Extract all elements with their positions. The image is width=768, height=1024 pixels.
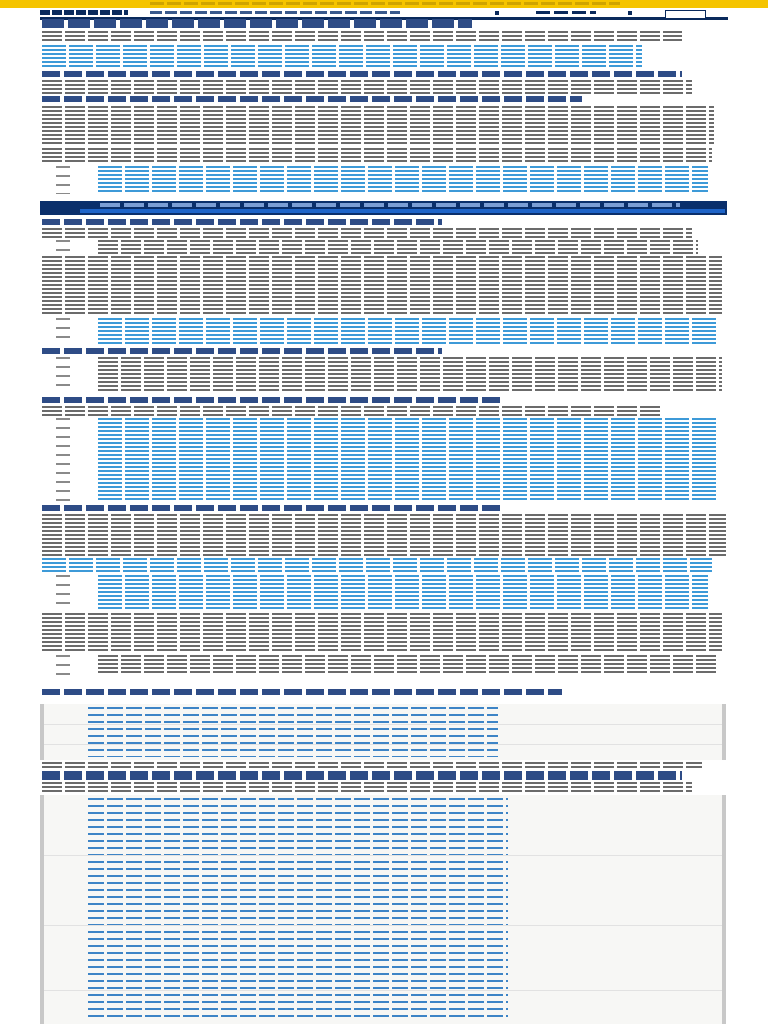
banner-text bbox=[150, 2, 620, 5]
page-title bbox=[42, 19, 472, 28]
section-heading-7 bbox=[42, 689, 562, 695]
inline-links-1[interactable] bbox=[42, 558, 712, 572]
top-banner[interactable] bbox=[0, 0, 768, 8]
section-heading-4 bbox=[42, 348, 442, 354]
code-block-1-divider bbox=[44, 724, 722, 725]
paragraph-7 bbox=[98, 357, 722, 393]
page-title-text bbox=[0, 0, 1, 1]
paragraph-11 bbox=[98, 655, 718, 675]
paragraph-2 bbox=[42, 106, 714, 146]
reference-links-1[interactable] bbox=[98, 166, 708, 194]
paragraph-6 bbox=[42, 256, 722, 316]
intro-paragraph bbox=[42, 31, 682, 43]
paragraph-9 bbox=[42, 514, 726, 558]
reference-markers-4 bbox=[56, 357, 70, 393]
section-heading-3 bbox=[42, 219, 442, 225]
section-header-subtitle-text bbox=[40, 201, 41, 202]
site-logo[interactable] bbox=[40, 10, 128, 15]
section-heading-5 bbox=[42, 397, 502, 403]
reference-links-4[interactable] bbox=[98, 575, 708, 611]
paragraph-4 bbox=[42, 228, 692, 238]
reference-markers-7 bbox=[56, 655, 70, 675]
reference-links-3[interactable] bbox=[98, 418, 718, 502]
paragraph-5 bbox=[98, 240, 698, 254]
code-block-2-lines bbox=[88, 798, 508, 1022]
paragraph-1 bbox=[42, 80, 692, 94]
breadcrumb[interactable] bbox=[150, 11, 400, 14]
nav-item-1[interactable] bbox=[495, 11, 499, 15]
section-header-title bbox=[100, 203, 680, 207]
section-heading-1 bbox=[42, 71, 682, 77]
reference-markers-5 bbox=[56, 418, 70, 502]
reference-links-2[interactable] bbox=[98, 318, 718, 344]
code-block-2-divider bbox=[44, 990, 722, 991]
reference-markers-1 bbox=[56, 166, 70, 194]
section-header bbox=[40, 201, 727, 215]
section-heading-6 bbox=[42, 505, 502, 511]
code-block-1-divider bbox=[44, 744, 722, 745]
reference-markers-3 bbox=[56, 318, 70, 344]
breadcrumb-text bbox=[40, 9, 41, 10]
reference-markers-6 bbox=[56, 575, 70, 611]
code-block-2 bbox=[40, 795, 726, 1024]
intro-link-list[interactable] bbox=[42, 45, 642, 67]
paragraph-13 bbox=[42, 782, 692, 792]
section-header-subtitle bbox=[80, 209, 725, 213]
paragraph-8 bbox=[42, 406, 662, 416]
code-block-1 bbox=[40, 704, 726, 760]
section-heading-2 bbox=[42, 96, 582, 102]
reference-markers-2 bbox=[56, 240, 70, 254]
nav-item-3[interactable] bbox=[628, 11, 632, 15]
code-block-2-divider bbox=[44, 925, 722, 926]
paragraph-12 bbox=[42, 762, 702, 770]
paragraph-10 bbox=[42, 613, 722, 653]
code-block-2-divider bbox=[44, 855, 722, 856]
section-heading-8 bbox=[42, 771, 682, 780]
search-input[interactable] bbox=[665, 10, 706, 19]
nav-item-2[interactable] bbox=[536, 11, 596, 14]
paragraph-3 bbox=[42, 148, 712, 164]
code-block-1-lines bbox=[88, 707, 498, 757]
